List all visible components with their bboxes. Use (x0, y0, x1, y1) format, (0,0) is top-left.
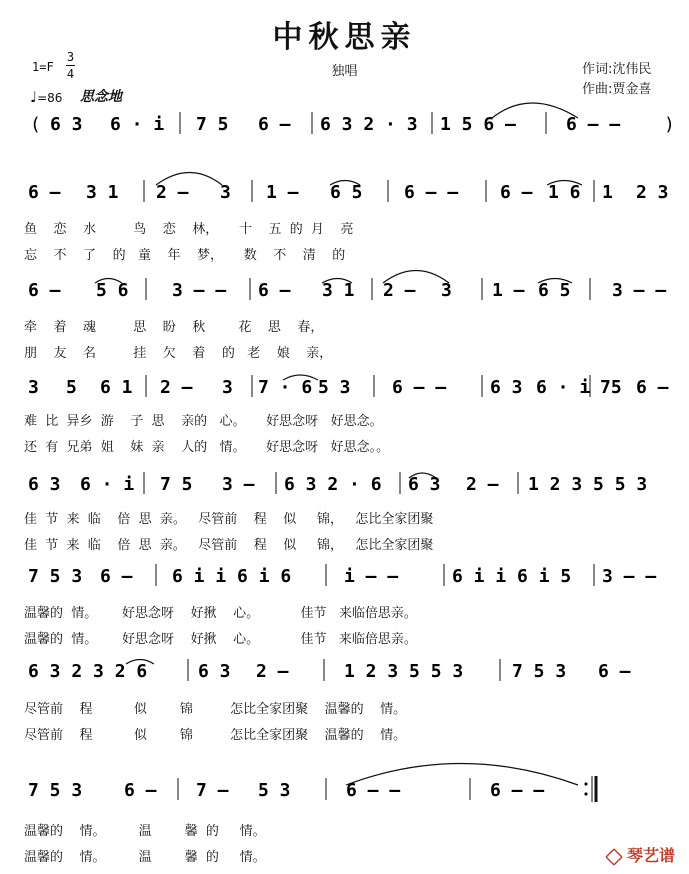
lyric-line-14: 温馨的 情。 温 馨 的 情。 (24, 850, 266, 865)
svg-text:1 –: 1 – (266, 182, 299, 203)
svg-text:6 – –: 6 – – (490, 780, 545, 801)
measure-row-1 (30, 112, 675, 135)
svg-text:5: 5 (66, 377, 77, 398)
svg-text:1: 1 (602, 182, 613, 203)
svg-text:3: 3 (28, 377, 39, 398)
svg-text:3 – –: 3 – – (602, 566, 657, 587)
lyric-line-8: 佳 节 来 临 倍 思 亲。 尽管前 程 似 锦， 怎比全家团聚 (24, 538, 434, 553)
svg-text:6 5: 6 5 (330, 182, 363, 203)
svg-text:2 –: 2 – (256, 661, 289, 682)
svg-text:3 1: 3 1 (322, 280, 355, 301)
svg-text:6 –: 6 – (258, 114, 291, 135)
tempo-value: =86 (37, 91, 63, 105)
svg-text:5 6: 5 6 (96, 280, 129, 301)
lyric-line-11: 尽管前 程 似 锦 怎比全家团聚 温馨的 情。 (24, 702, 407, 717)
lyric-line-7: 佳 节 来 临 倍 思 亲。 尽管前 程 似 锦， 怎比全家团聚 (24, 512, 434, 527)
measure-row-3 (28, 278, 666, 301)
composer-credit: 作曲:贾金喜 (582, 82, 652, 97)
svg-text:3: 3 (220, 182, 231, 203)
svg-text:6 –: 6 – (636, 377, 669, 398)
svg-text:7 · 6: 7 · 6 (258, 377, 313, 398)
svg-text:6 3: 6 3 (198, 661, 231, 682)
svg-text:7 5: 7 5 (196, 114, 229, 135)
svg-text:6 –: 6 – (28, 280, 61, 301)
lyric-line-5: 难 比 异乡 游 子 思 亲的 心。 好思念呀 好思念。 (24, 414, 383, 429)
key-signature: 1=F (32, 60, 54, 74)
svg-text:6 –: 6 – (258, 280, 291, 301)
lyric-line-2: 忘 不 了 的 童 年 梦， 数 不 清 的 (24, 248, 346, 263)
meter-top: 3 (66, 50, 75, 64)
lyricist-credit: 作词:沈伟民 (582, 62, 652, 77)
svg-text:3 – –: 3 – – (172, 280, 227, 301)
svg-text:6 3 2 · 6: 6 3 2 · 6 (284, 474, 382, 495)
measure-row-7 (28, 659, 631, 682)
lyric-line-13: 温馨的 情。 温 馨 的 情。 (24, 824, 266, 839)
svg-text:2 –: 2 – (160, 377, 193, 398)
svg-text:6 3: 6 3 (490, 377, 523, 398)
svg-text:6 – –: 6 – – (566, 114, 621, 135)
svg-text:6 i i 6 i 6: 6 i i 6 i 6 (172, 566, 292, 587)
svg-text:7 5 3: 7 5 3 (512, 661, 567, 682)
svg-text:6 –: 6 – (500, 182, 533, 203)
watermark-text: 琴艺谱 (626, 846, 675, 865)
svg-text:3 –: 3 – (222, 474, 255, 495)
svg-text:7 –: 7 – (196, 780, 229, 801)
svg-text:2 3: 2 3 (636, 182, 669, 203)
lyric-line-9: 温馨的 情。 好思念呀 好揪 心。 佳节 来临倍思亲。 (24, 606, 417, 621)
brand-logo-icon (605, 848, 623, 866)
svg-text:6 · i: 6 · i (536, 377, 591, 398)
svg-text:i – –: i – – (344, 566, 399, 587)
lyric-line-1: 鱼 恋 水 鸟 恋 林， 十 五 的 月 亮 (24, 222, 354, 237)
lyric-line-6: 还 有 兄弟 姐 妹 亲 人的 情。 好思念呀 好思念。。 (24, 440, 390, 455)
svg-text:7 5 3: 7 5 3 (28, 566, 83, 587)
svg-text:5 3: 5 3 (258, 780, 291, 801)
svg-text:2 –: 2 – (383, 280, 416, 301)
svg-text:1 2 3 5 5 3: 1 2 3 5 5 3 (528, 474, 648, 495)
measure-row-8 (28, 776, 596, 802)
measure-row-6 (28, 564, 656, 587)
quarter-note-icon: ♩ (30, 88, 38, 106)
svg-text:5 3: 5 3 (318, 377, 351, 398)
svg-text:6 · i: 6 · i (110, 114, 165, 135)
svg-text:3 – –: 3 – – (612, 280, 667, 301)
measure-row-2 (28, 180, 669, 203)
svg-text:6 1: 6 1 (100, 377, 133, 398)
svg-text:3: 3 (222, 377, 233, 398)
svg-text:6 – –: 6 – – (392, 377, 447, 398)
expression-mark: 思念地 (80, 89, 122, 105)
svg-text:6 3 2 3 2 6: 6 3 2 3 2 6 (28, 661, 148, 682)
svg-text:3: 3 (441, 280, 452, 301)
svg-text:2 –: 2 – (466, 474, 499, 495)
watermark (605, 843, 675, 866)
performance-type: 独唱 (331, 64, 358, 79)
svg-text:6 5: 6 5 (538, 280, 571, 301)
svg-text:1 2 3 5 5 3: 1 2 3 5 5 3 (344, 661, 464, 682)
svg-text:75: 75 (600, 377, 622, 398)
svg-text:6 3: 6 3 (408, 474, 441, 495)
measure-row-5 (28, 472, 647, 495)
svg-text:3 1: 3 1 (86, 182, 119, 203)
lyric-line-4: 朋 友 名 挂 欠 着 的 老 娘 亲， (24, 346, 333, 361)
svg-text:6 3 2 · 3: 6 3 2 · 3 (320, 114, 418, 135)
lyric-line-12: 尽管前 程 似 锦 怎比全家团聚 温馨的 情。 (24, 728, 407, 743)
svg-text:6 – –: 6 – – (346, 780, 401, 801)
svg-text:7 5 3: 7 5 3 (28, 780, 83, 801)
svg-text:6 3: 6 3 (28, 474, 61, 495)
svg-text:1 5 6 –: 1 5 6 – (440, 114, 516, 135)
svg-text:7 5: 7 5 (160, 474, 193, 495)
svg-text:6 – –: 6 – – (404, 182, 459, 203)
svg-text:6 · i: 6 · i (80, 474, 135, 495)
svg-text:): ) (664, 114, 675, 135)
measure-row-4 (28, 375, 669, 398)
svg-text:(: ( (30, 114, 41, 135)
svg-text:6 –: 6 – (28, 182, 61, 203)
svg-text:6 –: 6 – (124, 780, 157, 801)
svg-text:2 –: 2 – (156, 182, 189, 203)
svg-text:1 6: 1 6 (548, 182, 581, 203)
svg-text:6 i i 6 i 5: 6 i i 6 i 5 (452, 566, 572, 587)
svg-text:1 –: 1 – (492, 280, 525, 301)
lyric-line-3: 牵 着 魂 思 盼 秋 花 思 春， (24, 320, 324, 335)
svg-text:6 –: 6 – (598, 661, 631, 682)
svg-text:6 –: 6 – (100, 566, 133, 587)
lyric-line-10: 温馨的 情。 好思念呀 好揪 心。 佳节 来临倍思亲。 (24, 632, 417, 647)
meter-bottom: 4 (66, 67, 75, 81)
svg-text:6 3: 6 3 (50, 114, 83, 135)
song-title: 中秋思亲 (272, 20, 417, 55)
